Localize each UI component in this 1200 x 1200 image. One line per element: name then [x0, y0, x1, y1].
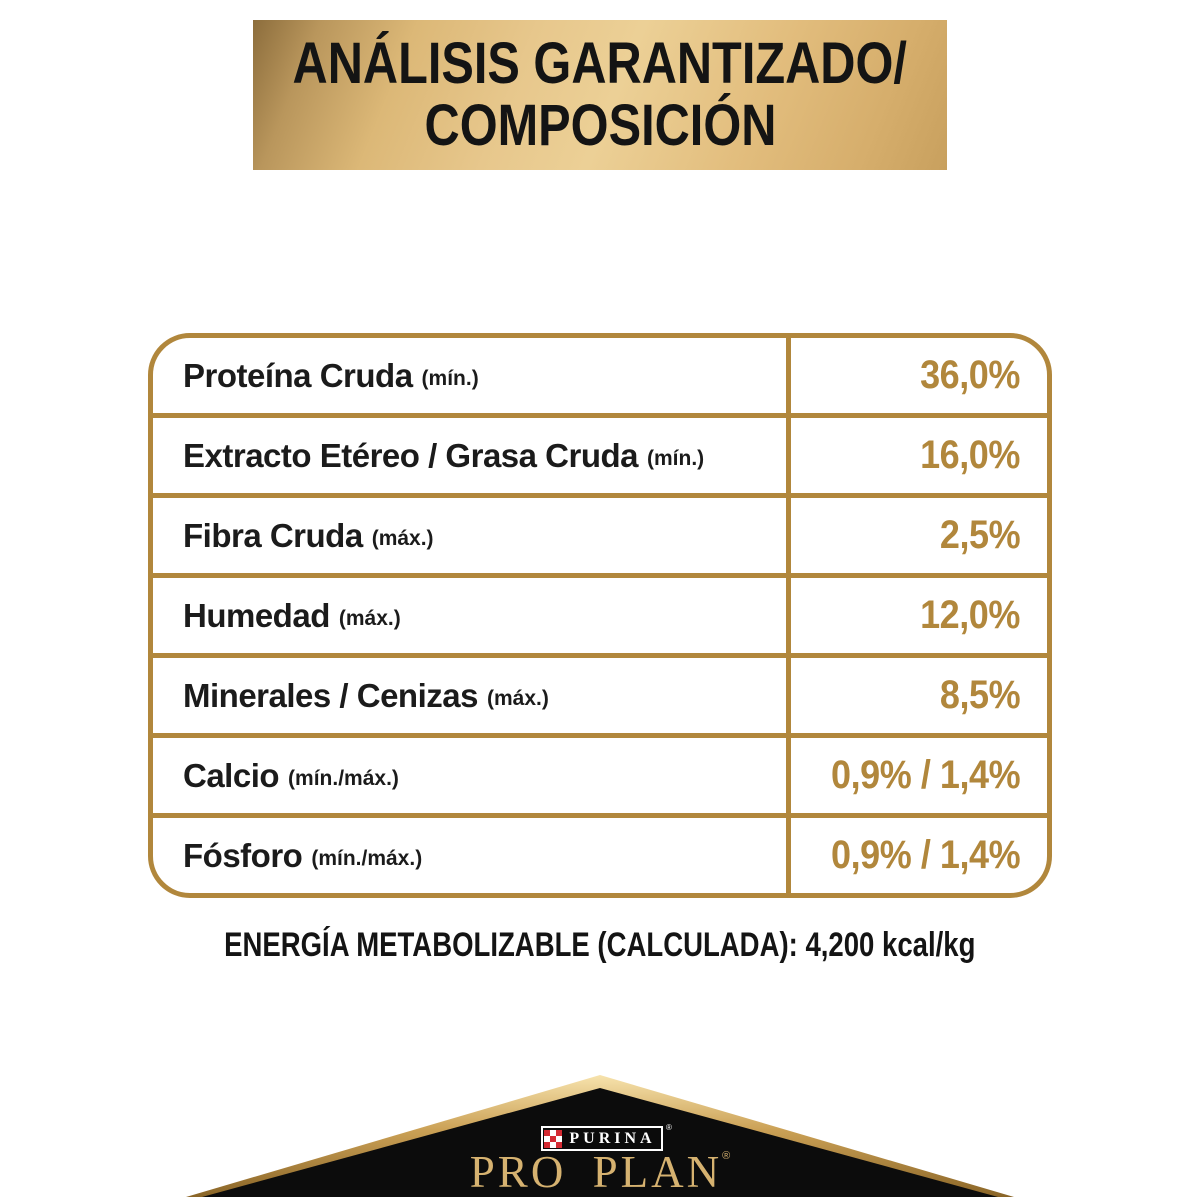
nutrient-qualifier: (mín.)	[421, 366, 479, 390]
title-line-2: COMPOSICIÓN	[424, 93, 776, 158]
title-banner	[253, 20, 947, 170]
nutrient-cell	[153, 418, 786, 493]
nutrient-name: Extracto Etéreo / Grasa Cruda	[183, 436, 639, 474]
value-cell	[791, 658, 1047, 733]
purina-registered-mark: ®	[666, 1123, 672, 1132]
nutrient-name: Fibra Cruda	[183, 516, 363, 554]
table-row-fosforo	[153, 818, 1047, 893]
nutrient-qualifier: (mín./máx.)	[288, 766, 399, 790]
value-cell	[791, 498, 1047, 573]
value-cell	[791, 578, 1047, 653]
nutrient-value: 12,0%	[920, 593, 1020, 637]
nutrient-cell	[153, 498, 786, 573]
nutrient-cell	[153, 658, 786, 733]
nutrient-cell	[153, 338, 786, 413]
energy-footnote	[0, 926, 1200, 965]
nutrient-value: 16,0%	[920, 433, 1020, 477]
guaranteed-analysis-table	[148, 333, 1052, 898]
proplan-wordmark	[0, 1146, 1200, 1198]
table-column-divider	[786, 338, 791, 893]
nutrient-qualifier: (máx.)	[486, 686, 549, 710]
nutrient-value: 36,0%	[920, 353, 1020, 397]
nutrient-name: Proteína Cruda	[183, 356, 413, 394]
nutrient-cell	[153, 578, 786, 653]
title-line-1: ANÁLISIS GARANTIZADO/	[292, 31, 908, 96]
nutrient-value: 8,5%	[939, 673, 1020, 717]
purina-checkerboard-icon	[544, 1130, 562, 1148]
table-row-grasa	[153, 418, 1047, 498]
energy-text: ENERGÍA METABOLIZABLE (CALCULADA): 4,200 kcal/kg	[224, 926, 976, 964]
nutrient-value: 0,9% / 1,4%	[830, 833, 1020, 877]
purina-wordmark: PURINA	[569, 1129, 656, 1147]
nutrient-cell	[153, 738, 786, 813]
table-row-humedad	[153, 578, 1047, 658]
table-row-calcio	[153, 738, 1047, 818]
nutrient-value: 2,5%	[939, 513, 1020, 557]
proplan-registered-mark: ®	[722, 1150, 731, 1162]
nutrient-qualifier: (mín.)	[647, 446, 705, 470]
value-cell	[791, 338, 1047, 413]
analysis-rows	[153, 338, 1047, 893]
value-cell	[791, 738, 1047, 813]
table-row-proteina	[153, 338, 1047, 418]
proplan-text: PRO PLAN	[469, 1147, 723, 1197]
table-row-fibra	[153, 498, 1047, 578]
nutrient-qualifier: (máx.)	[338, 606, 401, 630]
nutrient-name: Minerales / Cenizas	[183, 676, 478, 714]
nutrient-value: 0,9% / 1,4%	[830, 753, 1020, 797]
nutrient-name: Calcio	[183, 756, 280, 794]
value-cell	[791, 418, 1047, 493]
nutrient-qualifier: (mín./máx.)	[311, 846, 423, 870]
nutrient-name: Humedad	[183, 596, 330, 634]
nutrient-name: Fósforo	[183, 836, 303, 874]
nutrient-qualifier: (máx.)	[371, 526, 434, 550]
table-row-minerales	[153, 658, 1047, 738]
value-cell	[791, 818, 1047, 893]
nutrient-cell	[153, 818, 786, 893]
